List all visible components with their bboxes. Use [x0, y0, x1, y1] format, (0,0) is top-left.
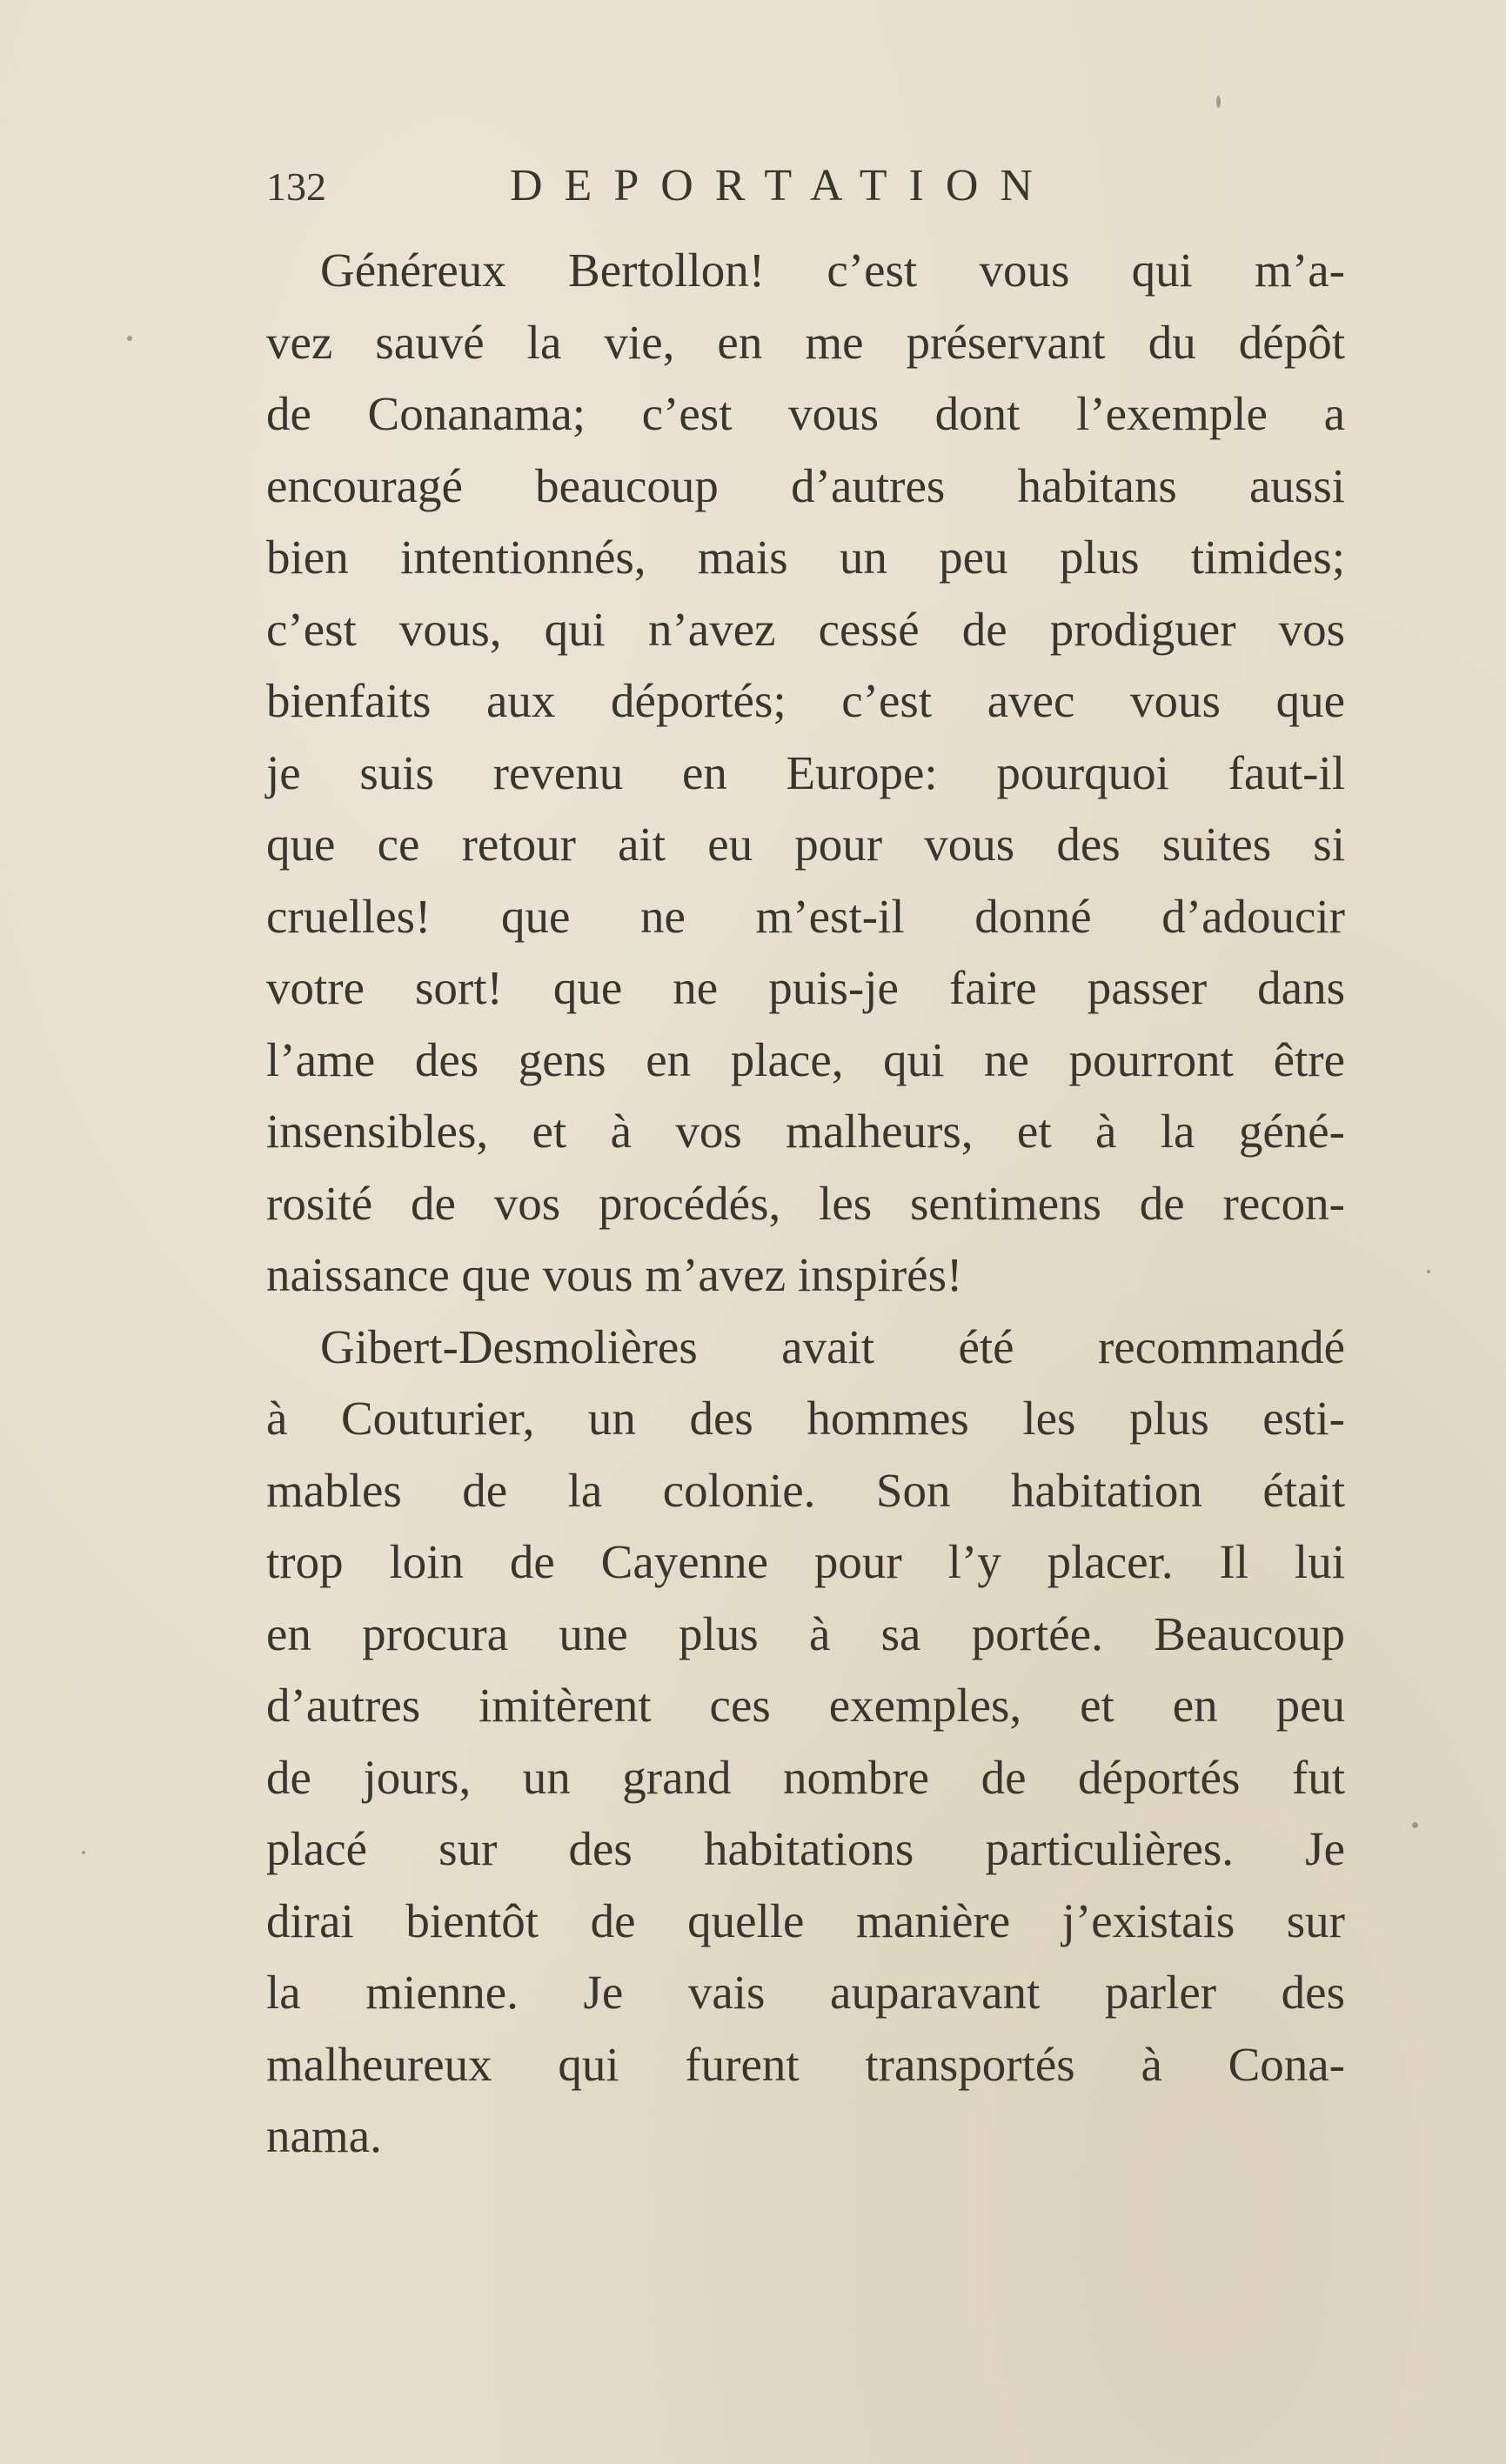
text-line: trop loin de Cayenne pour l’y placer. Il lui	[266, 1535, 1345, 1588]
text-line: en procura une plus à sa portée. Beaucoup	[266, 1606, 1345, 1660]
text-line: mables de la colonie. Son habitation était	[266, 1463, 1345, 1517]
body-text	[266, 235, 1345, 2173]
text-line: votre sort! que ne puis-je faire passer dans	[266, 961, 1345, 1014]
text-line: je suis revenu en Europe: pourquoi faut-il	[266, 745, 1345, 799]
text-line: d’autres imitèrent ces exemples, et en peu	[266, 1679, 1345, 1732]
paper-speck	[82, 1851, 85, 1854]
text-line: Généreux Bertollon! c’est vous qui m’a-	[320, 244, 1345, 297]
text-line: de Conanama; c’est vous dont l’exemple a	[266, 387, 1345, 440]
text-line: nama.	[266, 2109, 382, 2162]
text-line: encouragé beaucoup d’autres habitans aussi	[266, 458, 1345, 512]
text-line: malheureux qui furent transportés à Cona-	[266, 2037, 1345, 2091]
text-line: placé sur des habitations particulières. Je	[266, 1822, 1345, 1875]
text-line: dirai bientôt de quelle manière j’existais sur	[266, 1893, 1345, 1947]
text-line: insensibles, et à vos malheurs, et à la géné-	[266, 1105, 1345, 1158]
page-header	[266, 155, 1345, 224]
running-title: DEPORTATION	[510, 161, 1054, 210]
paper-speck	[127, 336, 132, 341]
paper-speck	[1412, 1822, 1418, 1828]
text-line: à Couturier, un des hommes les plus esti-	[266, 1392, 1345, 1445]
page-number: 132	[266, 164, 326, 209]
text-line: rosité de vos procédés, les sentimens de recon-	[266, 1176, 1345, 1230]
text-line: naissance que vous m’avez inspirés!	[266, 1248, 963, 1301]
text-line: que ce retour ait eu pour vous des suites si	[266, 818, 1345, 871]
text-line: bien intentionnés, mais un peu plus timides;	[266, 531, 1345, 584]
text-line: la mienne. Je vais auparavant parler des	[266, 1966, 1345, 2019]
text-line: bienfaits aux déportés; c’est avec vous que	[266, 674, 1345, 727]
text-line: Gibert-Desmolières avait été recommandé	[320, 1319, 1345, 1373]
paper-speck	[1216, 96, 1221, 108]
text-line: l’ame des gens en place, qui ne pourront être	[266, 1032, 1345, 1086]
text-line: de jours, un grand nombre de déportés fut	[266, 1750, 1345, 1804]
text-line: c’est vous, qui n’avez cessé de prodiguer vos	[266, 602, 1345, 656]
text-line: vez sauvé la vie, en me préservant du dépôt	[266, 315, 1345, 369]
paper-speck	[1427, 1270, 1430, 1273]
text-line: cruelles! que ne m’est-il donné d’adoucir	[266, 889, 1345, 943]
